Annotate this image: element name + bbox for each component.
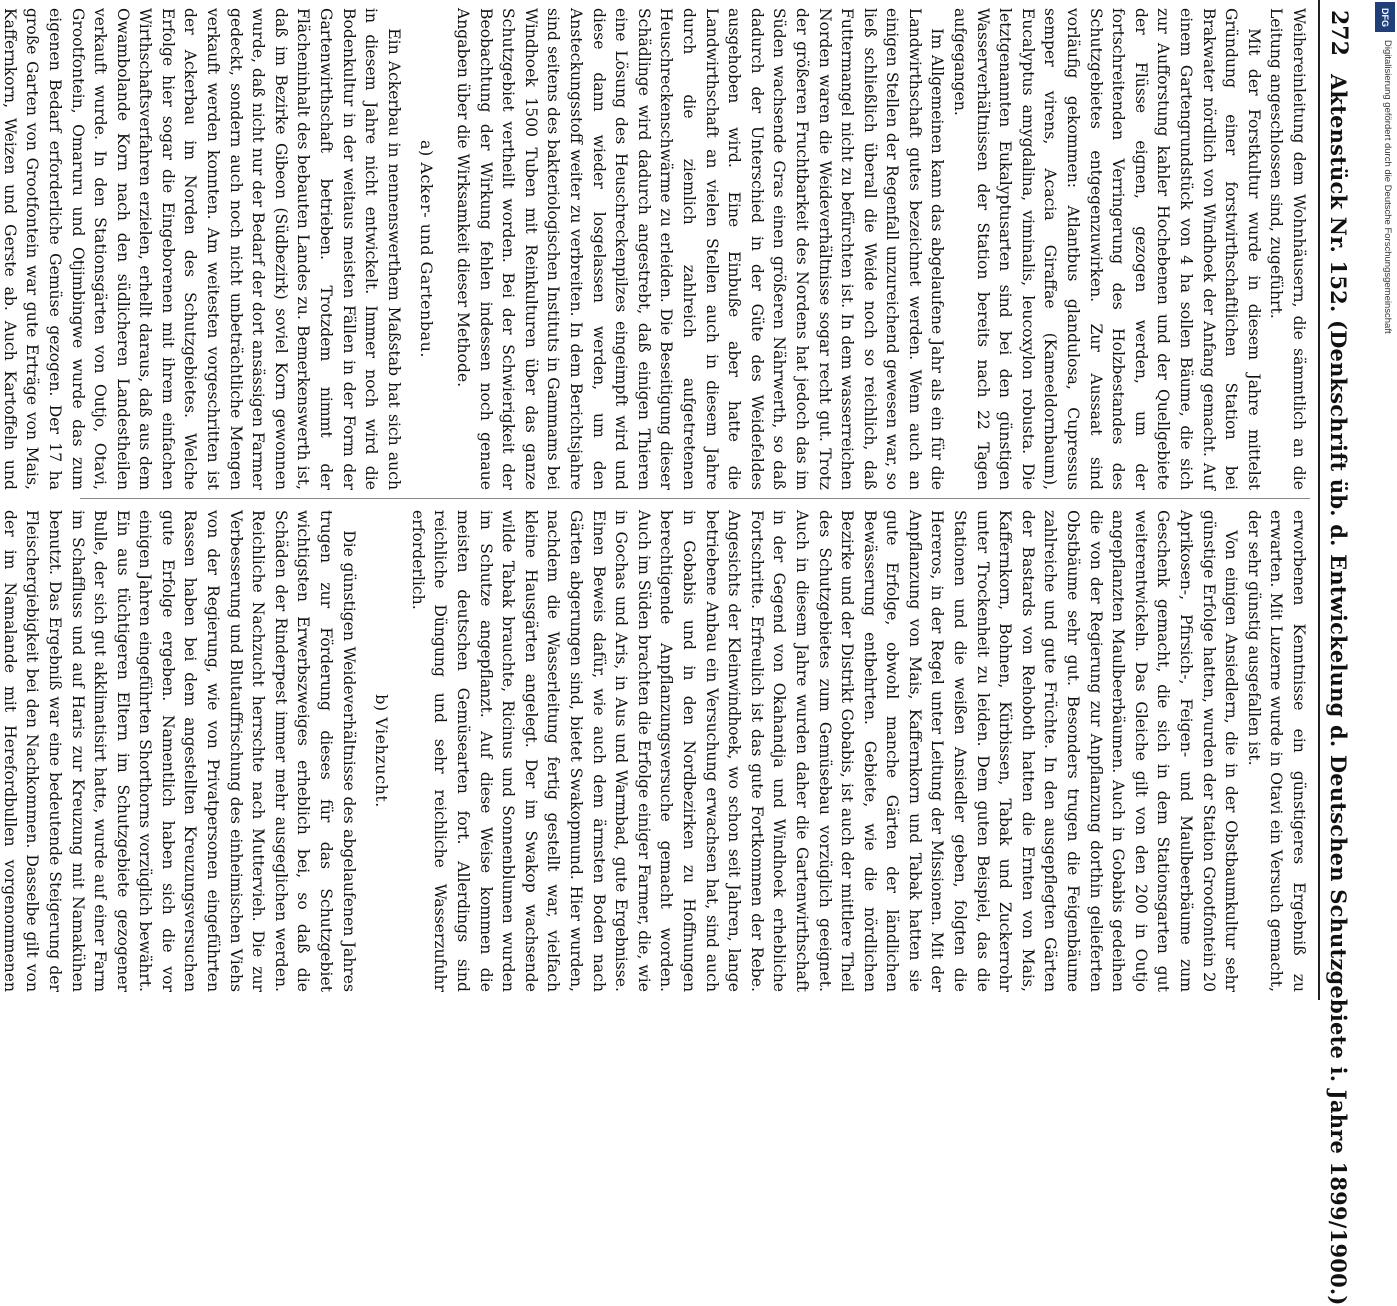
paragraph: Mit der Forstkultur wurde in diesem Jahre mittelst Gründung einer forstwirthschaftlichen Station bei Brakwater nördlich von Windhoek der Anfang gemacht. Auf einem Gartengrundstück von 4 ha sollen Bäume, die sich zur Aufforstung kahler Hochebenen und der Quellgebiete der Flüsse eignen, gezogen werden, um der fortschreitenden Verringerung des Holzbestandes des Schutzgebietes entgegenzuwirken. Zur Aussaat sind vorläufig gekommen: Atlantbus glandulosa, Cupressus semper virens, Acacia Giraffae (Kameeldornbaum), Eucalyptus amygdalina, viminalis, leucoxylon robusta. Die letztgenannten Eukalyptusarten sind bei den günstigen Wasserverhältnissen der Station bereits nach 22 Tagen aufgegangen. — [951, 8, 1263, 490]
paragraph: erworbenen Kenntnisse ein günstigeres Ergebniß zu erwarten. Mit Luzerne wurde in Otavi ein Versuch gemacht, der sehr günstig ausgefallen ist. — [1244, 510, 1308, 992]
credit-text: Digitalisierung gefördert durch die Deutsche Forschungsgemeinschaft — [1382, 40, 1393, 334]
paragraph: Die günstigen Weideverhältnisse des abgelaufenen Jahres trugen zur Förderung dieses für das Schutzgebiet wichtigsten Erwerbszweiges erheblich bei, so daß die Schäden der Rinderpest immer mehr ausgeglichen werden. Reichliche Nachzucht herrschte nach Muttervieh. Die zur Verbesserung und Blutauffrischung des einheimischen Viehs von der Regierung, wie von Privatpersonen eingeführten Rassen haben bei dem angestellten Kreuzungsversuchen gute Erfolge ergeben. Namentlich haben sich die vor einigen Jahren eingeführten Shorthorns vorzüglich bewährt. Ein aus tüchtigeren Eltern im Schutzgebiete gezogener Bulle, der sich gut akklimatisirt hatte, wurde auf einer Farm im Schaffluss und auf Haris zur Kreuzung mit Namakühen benutzt. Das Ergebniß war eine bedeutende Steigerung der Fleischergiebigkeit bei den Nachkommen. Dasselbe gilt von der im Namalande mit Herefordbullen vorgenommenen — [0, 510, 358, 992]
paragraph: Weihereinleitung dem Wohnhäusern, die sämmtlich an die Leitung angeschlossen sind, zugeführt. — [1267, 8, 1308, 490]
section-heading: a) Acker- und Gartenbau. — [417, 140, 437, 358]
page-number: 272 — [1326, 10, 1352, 56]
dfg-logo-icon: DFG — [1375, 2, 1395, 32]
page-header — [1318, 0, 1368, 1306]
page-running-title: Aktenstück Nr. 152. (Denkschrift üb. d. Entwickelung d. Deutschen Schutzgebiete i. Jahre 1899/1900.) — [1326, 73, 1351, 1306]
paragraph: Von einigen Ansiedlern, die in der Obstbaumkultur sehr günstige Erfolge hatten, wurden der Station Grootfontein 20 Aprikosen-, Pfirsich-, Feigen- und Maulbeerbäume zum Geschenk gemacht, die sich in dem Stationsgarten gut weiterentwickeln. Das Gleiche gilt von den 200 in Outjo angepflanzten Maulbeerbäumen. Auch in Gobabis gedeihen die von der Regierung zur Anpflanzung dorthin gelieferten Obstbäume sehr gut. Besonders trugen die Feigenbäume zahlreiche und gute Früchte. In den ausgepflegten Gärten der Bastards von Rehoboth hatten die Ernten von Mais, Kaffernkorn, Bohnen, Kürbissen, Tabak und Zuckerrohr unter Trockenheit zu leiden. Dem guten Beispiel, das die Stationen und die weißen Ansiedler geben, folgten die Hereros, in der Regel unter Leitung der Missionen. Mit der Anpflanzung von Mais, Kaffernkorn und Tabak hatten sie gute Erfolge, obwohl manche Gärten der ländlichen Bewässerung entbehrten. Gebiete, wie die nördlichen Bezirke und der Distrikt Gobabis, ist auch der mittlere Theil des Schutzgebietes zum Gemüsebau vorzüglich geeignet. Auch in diesem Jahre wurden daher die Gartenwirthschaft in der Gegend von Okahandja und Windhoek erhebliche Fortschritte. Erfreulich ist das gute Fortkommen der Rebe. Angesichts der Kleinwindhoek, wo schon seit Jahren, lange betriebene Anbau ein Versuchung erwachsen hat, sind auch in Gobabis und in den Nordbezirken zu Hoffnungen berechtigende Anpflanzungsversuche gemacht worden. Auch im Süden brachten die Erfolge einiger Farmer, die, wie in Gochas und Aris, in Aus und Warmbad, gute Ergebnisse. Einen Beweis dafür, wie auch dem ärmsten Boden nach Gärten abgerungen sind, bietet Swakopmund. Hier wurden, nachdem die Wasserleitung fertig gestellt war, vielfach kleine Hausgärten angelegt. Der im Swakop wachsende wilde Tabak brauchte, Ricinus und Sonnenblumen wurden im Schutze angepflanzt. Auf diese Weise kommen die meisten deutschen Gemüsearten fort. Allerdings sind reichliche Düngung und sehr reichliche Wasserzufuhr erforderlich. — [408, 510, 1241, 992]
left-column — [0, 8, 1310, 490]
digitization-credit — [1373, 0, 1397, 1000]
text-columns — [0, 8, 1310, 992]
paragraph: Ein Ackerbau in nennenswerthem Maßstab hat sich auch in diesem Jahre nicht entwickelt. Immer noch wird die Bodenkultur in der weitaus meisten Fällen in der Form der Gartenwirthschaft betrieben. Trotzdem nimmt der Flächeninhalt des bebauten Landes zu. Bemerkenswerth ist, daß im Bezirke Gibeon (Südbezirk) soviel Korn gewonnen wurde, daß nicht nur der Bedarf der dort ansässigen Farmer gedeckt, sondern auch noch nicht unbeträchtliche Mengen verkauft werden konnten. Am weitesten vorgeschritten ist der Ackerbau im Norden des Schutzgebietes. Welche Erfolge hier sogar die Eingeborenen mit ihrem einfachen Wirthschaftsverfahren erzielen, erhellt daraus, daß aus dem Owambolande Korn nach den südlicheren Landestheilen verkauft wurde. In den Stationsgärten von Outjo, Otavi, Grootfontein, Omaruru und Otjimbingwe wurde das zum eigenen Bedarf erforderliche Gemüse gezogen. Der 17 ha große Garten von Grootfontein war gute Erträge von Mais, Kaffernkorn, Weizen und Gerste ab. Auch Kartoffeln und — [0, 8, 403, 490]
right-column — [0, 510, 1310, 992]
paragraph: Im Allgemeinen kann das abgelaufene Jahr als ein für die Landwirthschaft gutes bezeichnet werden. Wenn auch an einigen Stellen der Regenfall unzureichend gewesen war, so ließ schließlich überall die Weide noch so reichlich, daß Futtermangel nicht zu befürchten ist. In dem wasserreichen Norden waren die Weideverhältnisse sogar recht gut. Trotz der größeren Fruchtbarkeit des Nordens hat jedoch das im Süden wachsende Gras einen größeren Nährwerth, so daß dadurch der Unterschied in der Güte des Weidefeldes ausgehoben wird. Eine Einbuße aber hatte die Landwirthschaft an vielen Stellen auch in diesem Jahre durch die ziemlich zahlreich aufgetretenen Heuschreckenschwärme zu erleiden. Die Beseitigung dieser Schädlinge wird dadurch angestrebt, daß einigen Thieren eine Lösung des Heuschreckenpilzes eingeimpft wird und diese dann wieder losgelassen werden, um den Ansteckungsstoff weiter zu verbreiten. In dem Berichtsjahre sind seitens des bakteriologischen Instituts in Gammams bei Windhoek 1500 Tuben mit Reinkulturen über das ganze Schutzgebiet vertheilt worden. Bei der Schwierigkeit der Beobachtung der Wirkung fehlen indessen noch genaue Angaben über die Wirksamkeit dieser Methode. — [454, 8, 947, 490]
section-heading: b) Viehzucht. — [372, 694, 392, 808]
column-divider — [80, 498, 1310, 499]
